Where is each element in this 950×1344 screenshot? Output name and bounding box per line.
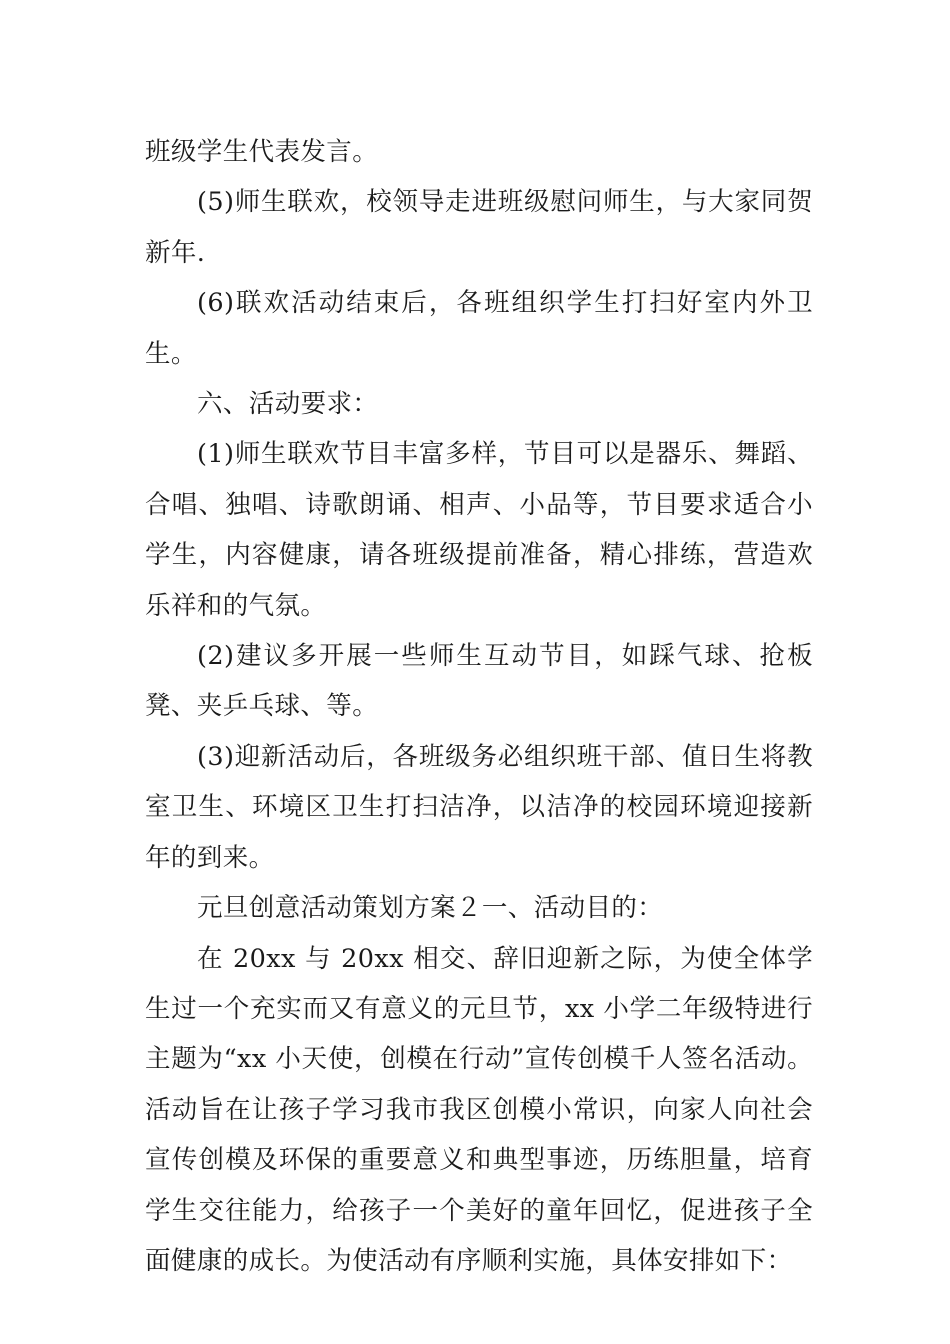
document-body <box>145 127 813 1286</box>
paragraph-item-6: (6)联欢活动结束后，各班组织学生打扫好室内外卫生。 <box>145 288 813 369</box>
paragraph-continuation: 班级学生代表发言。 <box>145 137 379 167</box>
paragraph-purpose: 在 20xx 与 20xx 相交、辞旧迎新之际，为使全体学生过一个充实而又有意义的元旦节，xx 小学二年级特进行主题为“xx 小天使，创模在行动”宣传创模千人签名活动。活动旨在让孩子学习我市我区创模小常识，向家人向社会宣传创模及环保的重要意义和典型事迹，历练胆量，培育学生交往能力，给孩子一个美好的童年回忆，促进孩子全面健康的成长。为使活动有序顺利实施，具体安排如下： <box>145 943 813 1276</box>
paragraph-item-5: (5)师生联欢，校领导走进班级慰问师生，与大家同贺新年. <box>145 187 813 268</box>
plan-2-heading: 元旦创意活动策划方案２一、活动目的： <box>197 893 664 924</box>
paragraph-requirement-2: (2)建议多开展一些师生互动节目，如踩气球、抢板凳、夹乒乓球、等。 <box>145 641 813 722</box>
section-heading-requirements: 六、活动要求： <box>197 389 379 420</box>
paragraph-requirement-3: (3)迎新活动后，各班级务必组织班干部、值日生将教室卫生、环境区卫生打扫洁净，以洁净的校园环境迎接新年的到来。 <box>145 741 813 873</box>
paragraph-requirement-1: (1)师生联欢节目丰富多样，节目可以是器乐、舞蹈、合唱、独唱、诗歌朗诵、相声、小品等，节目要求适合小学生，内容健康，请各班级提前准备，精心排练，营造欢乐祥和的气氛。 <box>145 439 813 621</box>
